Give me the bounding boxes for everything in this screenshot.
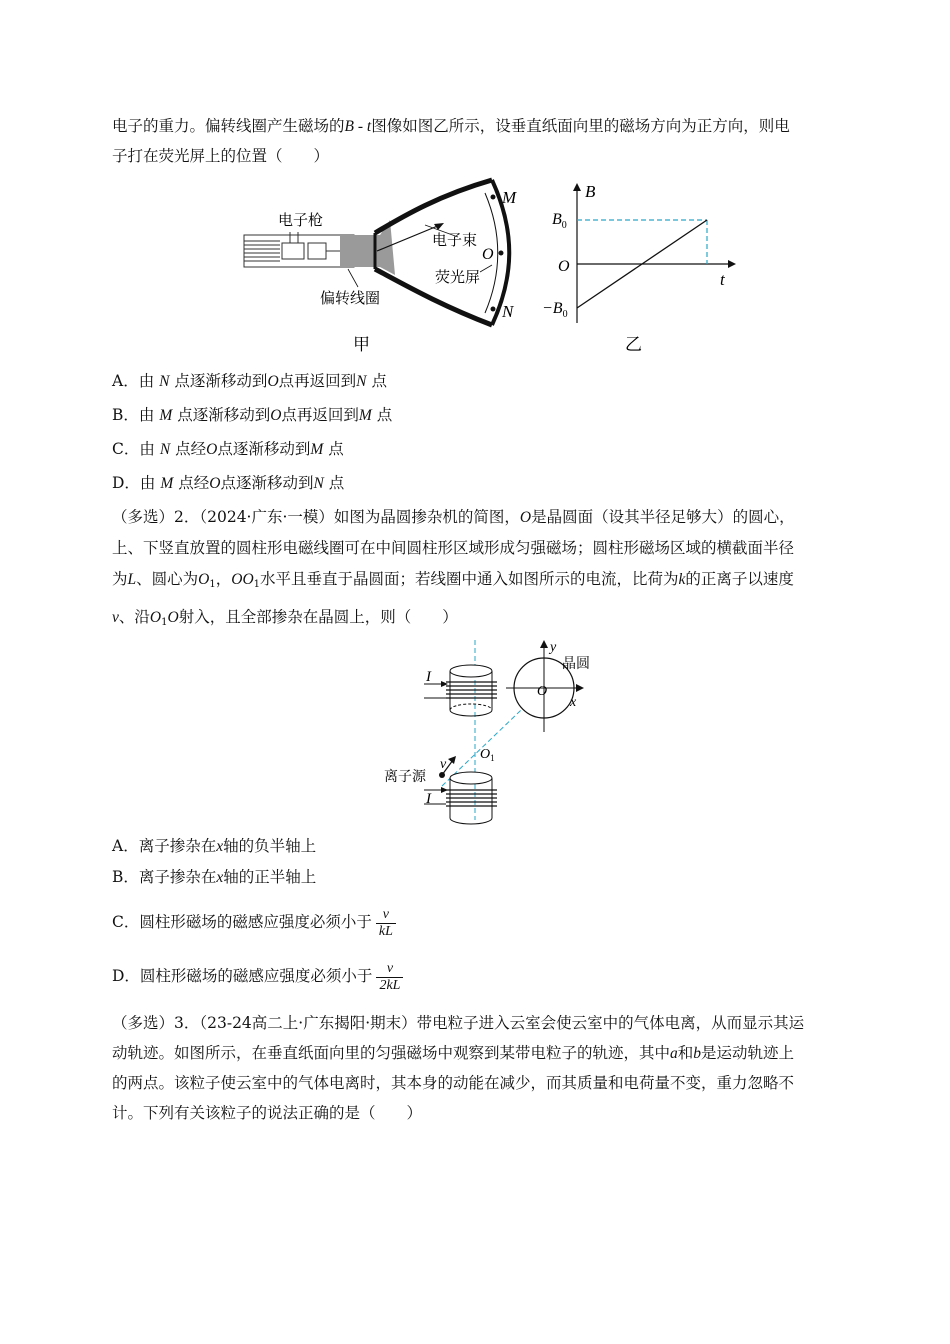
q1-text-a: 电子的重力。偏转线圈产生磁场的	[112, 117, 345, 135]
q2-line-4: v、沿$O_1O$射入，且全部掺杂在晶圆上，则（ ）	[112, 608, 458, 628]
label-electron-beam: 电子束	[432, 231, 478, 249]
label-electron-gun: 电子枪	[278, 211, 324, 229]
label-I-bottom: I	[426, 791, 431, 807]
fraction-v-over-kL: $\frac{v}{kL}$	[376, 907, 396, 940]
label-M: M	[502, 188, 517, 207]
q1-option-d: D．由 M 点经O点逐渐移动到N 点	[112, 474, 345, 492]
q1-figure	[230, 175, 750, 360]
q2-option-d: D．圆柱形磁场的磁感应强度必须小于 $\frac{v}{2kL}$	[112, 957, 403, 995]
label-screen: 荧光屏	[435, 268, 481, 286]
caption-yi: 乙	[625, 335, 642, 355]
bottom-coil	[424, 772, 497, 824]
label-I-top: I	[426, 669, 431, 685]
q2-option-b: B．离子掺杂在x轴的正半轴上	[112, 868, 317, 886]
q2-line-2: 上、下竖直放置的圆柱形电磁线圈可在中间圆柱形区域形成匀强磁场；圆柱形磁场区域的横截面半径	[112, 539, 795, 557]
q2-line-1: （多选）2．（2024·广东·一模）如图为晶圆掺杂机的简图，O是晶圆面（设其半径足够大）的圆心，	[112, 508, 795, 526]
bt-graph	[542, 182, 736, 355]
q1-option-c: C．由 N 点经O点逐渐移动到M 点	[112, 440, 344, 458]
q1-line-2: 子打在荧光屏上的位置（ ）	[112, 147, 330, 165]
q3-line-3: 的两点。该粒子使云室中的气体电离时，其本身的动能在减少，而其质量和电荷量不变，重力忽略不	[112, 1074, 795, 1092]
q1-line-1	[112, 115, 790, 138]
label-v: v	[440, 757, 447, 772]
q1-option-b: B．由 M 点逐渐移动到O点再返回到M 点	[112, 406, 393, 424]
top-coil	[424, 665, 497, 716]
q1-text-b: 图像如图乙所示，设垂直纸面向里的磁场方向为正方向，则电	[371, 117, 790, 135]
point-O	[499, 251, 504, 256]
q3-line-4: 计。下列有关该粒子的说法正确的是（ ）	[112, 1104, 423, 1122]
q2-option-a: A．离子掺杂在x轴的负半轴上	[112, 837, 317, 855]
label-y: y	[550, 640, 557, 655]
label-x: x	[570, 695, 577, 710]
q1-option-a: A．由 N 点逐渐移动到O点再返回到N 点	[112, 372, 387, 390]
fraction-v-over-2kL: $\frac{v}{2kL}$	[376, 961, 403, 994]
crt-upper-wall	[375, 180, 492, 233]
q3-line-2: 动轨迹。如图所示，在垂直纸面向里的匀强磁场中观察到某带电粒子的轨迹，其中a和b是运动轨迹上	[112, 1044, 795, 1062]
label-N: N	[502, 302, 514, 321]
q1-bt-symbol: B - t	[344, 118, 372, 135]
label-origin: O	[558, 258, 570, 275]
label-B-axis: B	[585, 182, 596, 201]
q2-line-3: 为L、圆心为$O_1$，$OO_1$水平且垂直于晶圆面；若线圈中通入如图所示的电流，比荷为k的正离子以速度	[112, 570, 794, 590]
label-t-axis: t	[720, 270, 725, 289]
label-wafer: 晶圆	[562, 656, 590, 672]
q2-figure	[380, 638, 610, 826]
point-M	[491, 195, 496, 200]
point-N	[491, 307, 496, 312]
label-B0: $B_0$	[552, 211, 567, 231]
label-coil: 偏转线圈	[320, 289, 381, 307]
label-wafer-O: O	[537, 684, 548, 699]
label-neg-B0: $-B_0$	[542, 300, 568, 320]
label-O: O	[482, 246, 494, 263]
q2-option-c: C．圆柱形磁场的磁感应强度必须小于 $\frac{v}{kL}$	[112, 903, 396, 941]
q3-line-1: （多选）3．（23-24高二上·广东揭阳·期末）带电粒子进入云室会使云室中的气体电离，从而显示其运	[112, 1014, 805, 1032]
caption-jia: 甲	[353, 335, 370, 355]
label-ion-source: 离子源	[384, 769, 426, 785]
label-O1: $O_1$	[480, 747, 495, 763]
